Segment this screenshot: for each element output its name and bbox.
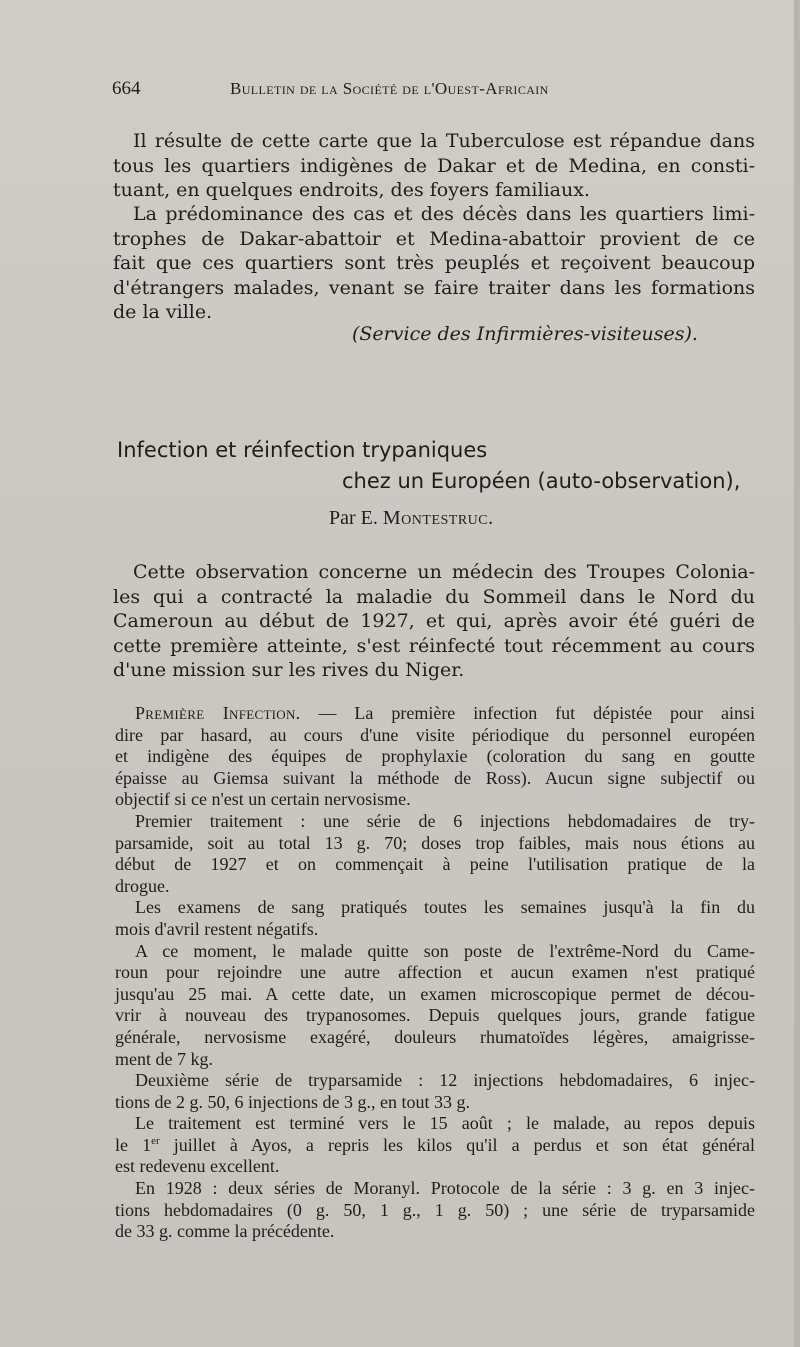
text-line: Cameroun au début de 1927, et qui, après avoir été guéri de [113,610,755,632]
first-infection-section [115,703,755,1243]
text-fragment: le 1 [115,1134,152,1155]
text-line: tuant, en quelques endroits, des foyers familiaux. [113,179,590,201]
tuberculosis-paragraph-1 [113,129,755,203]
text-line: tous les quartiers indigènes de Dakar et de Medina, en consti- [113,154,755,177]
text-line: drogue. [115,875,170,896]
article-title-line-1: Infection et réinfection trypaniques [117,438,488,462]
text-line-with-superscript [115,1135,755,1157]
superscript: er [151,1134,160,1147]
text-line: de la ville. [113,301,213,323]
tuberculosis-paragraph-2 [113,202,755,325]
text-line: fait que ces quartiers sont très peuplés et reçoivent beaucoup [113,252,755,274]
byline-author: Montestruc. [382,507,494,529]
text-line: Les examens de sang pratiqués toutes les semaines jusqu'à la fin du [135,897,755,918]
section-first-line-text: — La première infection fut dépistée pour ainsi [318,703,755,723]
text-line: Premier traitement : une série de 6 injections hebdomadaires de try- [135,810,755,831]
text-line: jusqu'au 25 mai. A cette date, un examen microscopique permet de décou- [115,983,755,1004]
page-edge [794,0,800,1347]
text-line: début de 1927 et on commençait à peine l'utilisation pratique de la [115,854,755,875]
section-first-line [115,703,755,725]
article-title-line-2: chez un Européen (auto-observation), [342,469,741,493]
text-line: A ce moment, le malade quitte son poste de l'extrême-Nord du Came- [135,940,755,961]
text-line: générale, nervosisme exagéré, douleurs rhumatoïdes légères, amaigrisse- [115,1026,755,1047]
text-line: et indigène des équipes de prophylaxie (coloration du sang en goutte [115,746,755,767]
text-line: parsamide, soit au total 13 g. 70; doses trop faibles, mais nous étions au [115,832,755,853]
text-line: Le traitement est terminé vers le 15 août ; le malade, au repos depuis [135,1113,755,1134]
text-fragment: juillet à Ayos, a repris les kilos qu'il a perdus et son état général [159,1134,755,1155]
running-header [112,78,754,102]
article-byline [329,507,494,530]
text-line: objectif si ce n'est un certain nervosisme. [115,789,411,810]
text-line: mois d'avril restent négatifs. [115,918,319,939]
article-intro-paragraph [113,560,755,683]
page-number: 664 [112,78,141,99]
text-line: est redevenu excellent. [115,1156,280,1177]
text-line: ment de 7 kg. [115,1048,213,1069]
text-line: les qui a contracté la maladie du Sommeil dans le Nord du [113,585,755,608]
byline-prefix: Par E. [329,507,378,529]
text-line: d'une mission sur les rives du Niger. [113,659,465,681]
text-line: tions hebdomadaires (0 g. 50, 1 g., 1 g. 50) ; une série de tryparsamide [115,1199,755,1220]
text-line: vrir à nouveau des trypanosomes. Depuis quelques jours, grande fatigue [115,1005,755,1026]
text-line: d'étrangers malades, venant se faire traiter dans les formations [113,276,755,299]
text-line: épaisse au Giemsa suivant la méthode de Ross). Aucun signe subjectif ou [115,767,755,788]
text-line: de 33 g. comme la précédente. [115,1221,335,1242]
text-line: En 1928 : deux séries de Moranyl. Protocole de la série : 3 g. en 3 injec- [135,1178,755,1199]
text-line: tions de 2 g. 50, 6 injections de 3 g., en tout 33 g. [115,1091,470,1112]
text-line: Cette observation concerne un médecin des Troupes Colonia- [133,561,755,583]
running-title: Bulletin de la Société de l'Ouest-Africain [230,79,549,98]
text-line: Deuxième série de tryparsamide : 12 injections hebdomadaires, 6 injec- [135,1070,755,1091]
text-line: roun pour rejoindre une autre affection et aucun examen n'est pratiqué [115,962,755,983]
section-label: Première Infection. [135,703,301,723]
text-line: dire par hasard, au cours d'une visite périodique du personnel européen [115,724,755,745]
text-line: La prédominance des cas et des décès dans les quartiers limi- [133,203,755,225]
text-line: cette première atteinte, s'est réinfecté tout récemment au cours [113,634,755,657]
text-line: Il résulte de cette carte que la Tuberculose est répandue dans [133,130,755,152]
text-line: trophes de Dakar-abattoir et Medina-abattoir provient de ce [113,227,755,250]
service-credit: (Service des Infirmières-visiteuses). [352,323,698,345]
